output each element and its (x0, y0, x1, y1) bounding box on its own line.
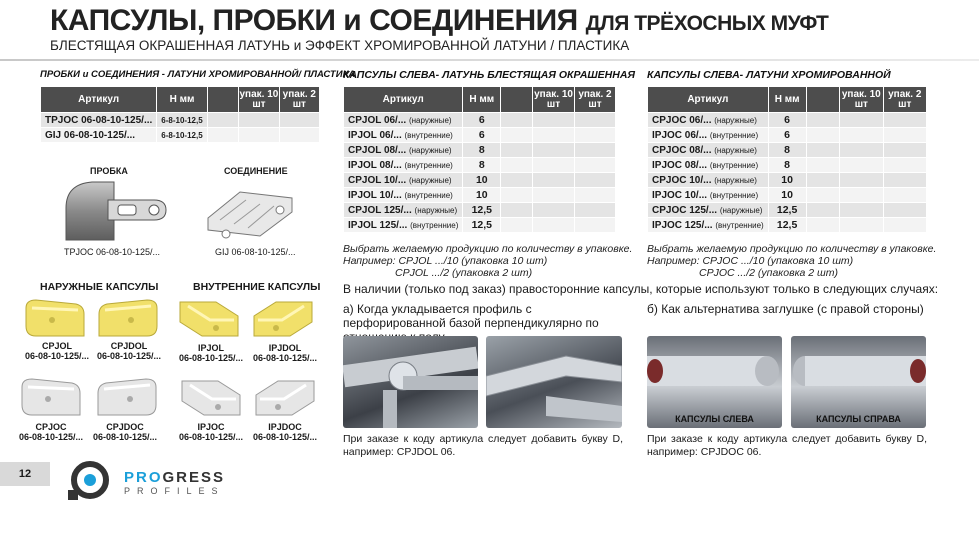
col-header-pack2: упак. 2 шт (574, 87, 615, 113)
cell-pack10 (840, 143, 883, 158)
height-mm: 10 (768, 188, 806, 203)
article-code (344, 158, 463, 173)
height-mm: 12,5 (768, 203, 806, 218)
page-number: 12 (0, 462, 50, 486)
height-mm: 6 (768, 113, 806, 128)
col-header-pack10: упак. 10 шт (840, 87, 883, 113)
cap-name: CPJDOL (110, 341, 148, 351)
kind-text: (внутренние) (410, 220, 459, 230)
col-header-pack10: упак. 10 шт (533, 87, 575, 113)
cap-label (250, 422, 320, 442)
table-row (648, 113, 927, 128)
brand-subtitle: PROFILES (124, 486, 225, 496)
cap-name: IPJDOC (268, 422, 302, 432)
cap-name: CPJOC (35, 422, 67, 432)
table-row (344, 203, 616, 218)
cell-pack2 (279, 113, 319, 128)
col-header-blank (207, 87, 239, 113)
cap-code: 06-08-10-125/... (96, 351, 162, 361)
note-line: Например: CPJOC .../10 (упаковка 10 шт) (647, 255, 854, 267)
cap-code: 06-08-10-125/... (252, 432, 318, 442)
cap-label (16, 422, 86, 442)
cap-ipjol-image (176, 296, 242, 342)
cell-pack2 (574, 218, 615, 233)
brass-table-header (344, 87, 616, 113)
article-code (648, 143, 769, 158)
kind-text: (наружные) (408, 115, 452, 125)
cell-pack10 (533, 143, 575, 158)
kind-text: (наружные) (408, 145, 452, 155)
cell-blank (501, 143, 533, 158)
article-code (344, 203, 463, 218)
cap-cpjoc-image (18, 375, 84, 421)
page-header (0, 0, 979, 60)
code-text: IPJOC 08/... (652, 159, 708, 171)
cap-name: CPJOL (41, 341, 72, 351)
plugs-table-title: ПРОБКИ и СОЕДИНЕНИЯ - ЛАТУНИ ХРОМИРОВАННОЙ/ ПЛАСТИКА (40, 69, 356, 80)
col-header-article: Артикул (41, 87, 157, 113)
cell-pack10 (239, 128, 279, 143)
cap-cpjdoc-image (94, 375, 160, 421)
cell-pack10 (533, 218, 575, 233)
code-text: IPJOL 125/... (348, 219, 408, 231)
cell-blank (501, 158, 533, 173)
height-mm: 8 (463, 143, 501, 158)
article-code: TPJOC 06-08-10-125/... (41, 113, 157, 128)
chrome-table-note (647, 243, 936, 279)
table-row (41, 113, 320, 128)
code-text: CPJOC 08/... (652, 144, 712, 156)
cell-pack2 (279, 128, 319, 143)
article-code (344, 188, 463, 203)
code-text: IPJOC 10/... (652, 189, 708, 201)
article-code: GIJ 06-08-10-125/... (41, 128, 157, 143)
table-row (648, 128, 927, 143)
col-header-article: Артикул (344, 87, 463, 113)
code-text: CPJOL 08/... (348, 144, 407, 156)
cell-pack10 (533, 158, 575, 173)
brand-rest: GRESS (162, 469, 226, 486)
cap-code: 06-08-10-125/... (92, 432, 158, 442)
outer-caps-heading: НАРУЖНЫЕ КАПСУЛЫ (40, 281, 159, 293)
col-header-blank (501, 87, 533, 113)
cell-pack10 (533, 173, 575, 188)
article-code (648, 203, 769, 218)
cap-label (176, 343, 246, 363)
header-divider (0, 59, 979, 61)
col-header-blank (806, 87, 840, 113)
cap-code: 06-08-10-125/... (252, 353, 318, 363)
cell-blank (806, 188, 840, 203)
article-code (344, 113, 463, 128)
cell-blank (501, 188, 533, 203)
cell-pack2 (883, 143, 926, 158)
article-code (648, 173, 769, 188)
article-code (344, 173, 463, 188)
table-row (648, 158, 927, 173)
article-code (648, 188, 769, 203)
cell-blank (806, 158, 840, 173)
height-mm: 8 (768, 158, 806, 173)
cap-code: 06-08-10-125/... (178, 432, 244, 442)
case-a-photo-2 (486, 336, 622, 428)
cell-blank (501, 128, 533, 143)
cell-blank (207, 113, 239, 128)
cell-blank (501, 113, 533, 128)
col-header-pack2: упак. 2 шт (883, 87, 926, 113)
cell-pack10 (533, 203, 575, 218)
perforated-base-image (486, 336, 622, 428)
table-row (648, 173, 927, 188)
cap-cpjdol-image (95, 296, 161, 342)
page-title-sub: ДЛЯ ТРЁХОСНЫХ МУФТ (585, 12, 829, 35)
profile-corner-image (343, 336, 478, 428)
cell-pack2 (883, 158, 926, 173)
code-text: CPJOC 10/... (652, 174, 712, 186)
note-line: Выбрать желаемую продукцию по количеству в упаковке. (343, 243, 633, 255)
cell-blank (806, 113, 840, 128)
cell-pack10 (840, 203, 883, 218)
cap-ipjoc-image (178, 375, 244, 421)
plugs-table (40, 86, 320, 143)
brand-name (124, 469, 225, 486)
table-row (648, 188, 927, 203)
cell-pack10 (840, 158, 883, 173)
kind-text: (внутренние) (709, 160, 759, 170)
page-subtitle: БЛЕСТЯЩАЯ ОКРАШЕННАЯ ЛАТУНЬ и ЭФФЕКТ ХРОМИРОВАННОЙ ЛАТУНИ / ПЛАСТИКА (50, 38, 630, 53)
cell-blank (501, 173, 533, 188)
table-row (344, 173, 616, 188)
height-mm: 12,5 (463, 203, 501, 218)
joint-label: СОЕДИНЕНИЕ (224, 166, 288, 176)
brass-table-title: КАПСУЛЫ СЛЕВА- ЛАТУНЬ БЛЕСТЯЩАЯ ОКРАШЕННАЯ (343, 69, 636, 81)
left-caps-photo (647, 336, 782, 428)
article-code (648, 128, 769, 143)
height-mm: 10 (463, 188, 501, 203)
cap-ipjdol-image (250, 296, 316, 342)
left-caps-caption: КАПСУЛЫ СЛЕВА (675, 414, 754, 424)
kind-text: (наружные) (414, 205, 458, 215)
cell-pack2 (883, 218, 926, 233)
cell-pack10 (533, 188, 575, 203)
table-row (344, 143, 616, 158)
right-caps-intro: В наличии (только под заказ) правосторонние капсулы, которые используют только в следующих случаях: (343, 282, 939, 296)
kind-text: (наружные) (714, 175, 757, 185)
cap-label (90, 422, 160, 442)
cell-pack10 (840, 173, 883, 188)
code-text: IPJOL 06/... (348, 129, 402, 141)
article-code (344, 128, 463, 143)
cell-pack2 (883, 188, 926, 203)
cell-blank (501, 218, 533, 233)
joint-image (200, 180, 300, 244)
cell-blank (501, 203, 533, 218)
page-title-main: КАПСУЛЫ, ПРОБКИ и СОЕДИНЕНИЯ (50, 4, 578, 37)
table-row (41, 128, 320, 143)
cell-pack2 (574, 173, 615, 188)
cell-pack10 (239, 113, 279, 128)
cap-code: 06-08-10-125/... (24, 351, 90, 361)
cell-pack2 (574, 128, 615, 143)
cap-code: 06-08-10-125/... (178, 353, 244, 363)
chrome-table-header (648, 87, 927, 113)
cap-name: IPJOC (197, 422, 225, 432)
note-line: CPJOC .../2 (упаковка 2 шт) (699, 267, 839, 279)
height-mm: 6 (463, 113, 501, 128)
cell-pack2 (574, 143, 615, 158)
note-line: CPJOL .../2 (упаковка 2 шт) (395, 267, 533, 279)
chrome-table-title: КАПСУЛЫ СЛЕВА- ЛАТУНИ ХРОМИРОВАННОЙ (647, 69, 891, 81)
case-a-photo-1 (343, 336, 478, 428)
height-mm: 12,5 (768, 218, 806, 233)
order-note-a: При заказе к коду артикула следует добавить букву D, например: CPJDOL 06. (343, 433, 623, 458)
cell-pack2 (883, 203, 926, 218)
chrome-caps-table (647, 86, 927, 233)
cell-pack10 (840, 188, 883, 203)
cell-pack2 (574, 188, 615, 203)
code-text: CPJOC 125/... (652, 204, 718, 216)
cell-pack10 (840, 128, 883, 143)
code-text: IPJOL 10/... (348, 189, 402, 201)
cell-blank (806, 128, 840, 143)
table-row (344, 158, 616, 173)
code-text: CPJOL 06/... (348, 114, 407, 126)
kind-text: (наружные) (714, 145, 757, 155)
code-text: CPJOC 06/... (652, 114, 712, 126)
cell-blank (207, 128, 239, 143)
height-mm: 12,5 (463, 218, 501, 233)
cap-label (22, 341, 92, 361)
cap-cpjol-image (22, 296, 88, 342)
cell-pack10 (533, 128, 575, 143)
cell-pack2 (574, 113, 615, 128)
cell-blank (806, 203, 840, 218)
article-code (648, 113, 769, 128)
col-header-pack2: упак. 2 шт (279, 87, 319, 113)
kind-text: (внутренние) (715, 220, 764, 230)
kind-text: (внутренние) (404, 190, 453, 200)
right-caps-caption: КАПСУЛЫ СПРАВА (816, 414, 901, 424)
left-cap-image (647, 336, 782, 406)
brass-caps-table (343, 86, 616, 233)
inner-caps-heading: ВНУТРЕННИЕ КАПСУЛЫ (193, 281, 321, 293)
cap-ipjdoc-image (252, 375, 318, 421)
plugs-table-header (41, 87, 320, 113)
kind-text: (наружные) (408, 175, 452, 185)
note-line: Например: CPJOL .../10 (упаковка 10 шт) (343, 255, 548, 267)
brand-pro: PRO (124, 469, 163, 486)
cell-blank (806, 218, 840, 233)
kind-text: (внутренние) (709, 190, 759, 200)
cell-blank (806, 173, 840, 188)
kind-text: (наружные) (719, 205, 763, 215)
page-title (50, 4, 828, 38)
cap-name: CPJDOC (106, 422, 144, 432)
code-text: CPJOL 125/... (348, 204, 412, 216)
article-code (648, 158, 769, 173)
cell-pack2 (883, 113, 926, 128)
case-a-text: а) Когда укладывается профиль с перфорированной базой перпендикулярно по (343, 302, 599, 330)
note-line: Выбрать желаемую продукцию по количеству в упаковке. (647, 243, 937, 255)
code-text: IPJOC 125/... (652, 219, 713, 231)
height-mm: 10 (463, 173, 501, 188)
cell-pack10 (840, 218, 883, 233)
case-b-text: б) Как альтернатива заглушке (с правой стороны) (647, 302, 924, 316)
brass-table-note (343, 243, 632, 279)
cap-label (250, 343, 320, 363)
table-row (648, 143, 927, 158)
kind-text: (наружные) (714, 115, 757, 125)
kind-text: (внутренние) (404, 130, 453, 140)
cap-label (176, 422, 246, 442)
code-text: IPJOL 08/... (348, 159, 402, 171)
cap-name: IPJDOL (268, 343, 302, 353)
plug-code: TPJOC 06-08-10-125/... (64, 247, 161, 257)
right-cap-image (791, 336, 926, 406)
article-code (648, 218, 769, 233)
kind-text: (внутренние) (404, 160, 453, 170)
col-header-mm: Н мм (463, 87, 501, 113)
cell-pack10 (840, 113, 883, 128)
height-mm: 10 (768, 173, 806, 188)
col-header-mm: Н мм (157, 87, 207, 113)
table-row (344, 128, 616, 143)
col-header-mm: Н мм (768, 87, 806, 113)
table-row (648, 203, 927, 218)
col-header-pack10: упак. 10 шт (239, 87, 279, 113)
height-mm: 6 (463, 128, 501, 143)
cell-blank (806, 143, 840, 158)
cell-pack2 (574, 158, 615, 173)
table-row (648, 218, 927, 233)
cell-pack2 (883, 173, 926, 188)
table-row (344, 218, 616, 233)
height-mm: 8 (768, 143, 806, 158)
table-row (344, 188, 616, 203)
cap-label (94, 341, 164, 361)
code-text: CPJOL 10/... (348, 174, 407, 186)
progress-logo-icon (68, 460, 116, 500)
height-mm: 6-8-10-12,5 (157, 128, 207, 143)
kind-text: (внутренние) (709, 130, 759, 140)
height-mm: 6-8-10-12,5 (157, 113, 207, 128)
order-note-b: При заказе к коду артикула следует добавить букву D, например: CPJDOC 06. (647, 433, 927, 458)
cap-name: IPJOL (197, 343, 224, 353)
plug-label: ПРОБКА (90, 166, 128, 176)
col-header-article: Артикул (648, 87, 769, 113)
article-code (344, 143, 463, 158)
height-mm: 8 (463, 158, 501, 173)
plug-image (58, 178, 170, 244)
right-caps-photo (791, 336, 926, 428)
cell-pack10 (533, 113, 575, 128)
cell-pack2 (574, 203, 615, 218)
cell-pack2 (883, 128, 926, 143)
table-row (344, 113, 616, 128)
code-text: IPJOC 06/... (652, 129, 708, 141)
cap-code: 06-08-10-125/... (18, 432, 84, 442)
joint-code: GIJ 06-08-10-125/... (215, 247, 296, 257)
article-code (344, 218, 463, 233)
height-mm: 6 (768, 128, 806, 143)
